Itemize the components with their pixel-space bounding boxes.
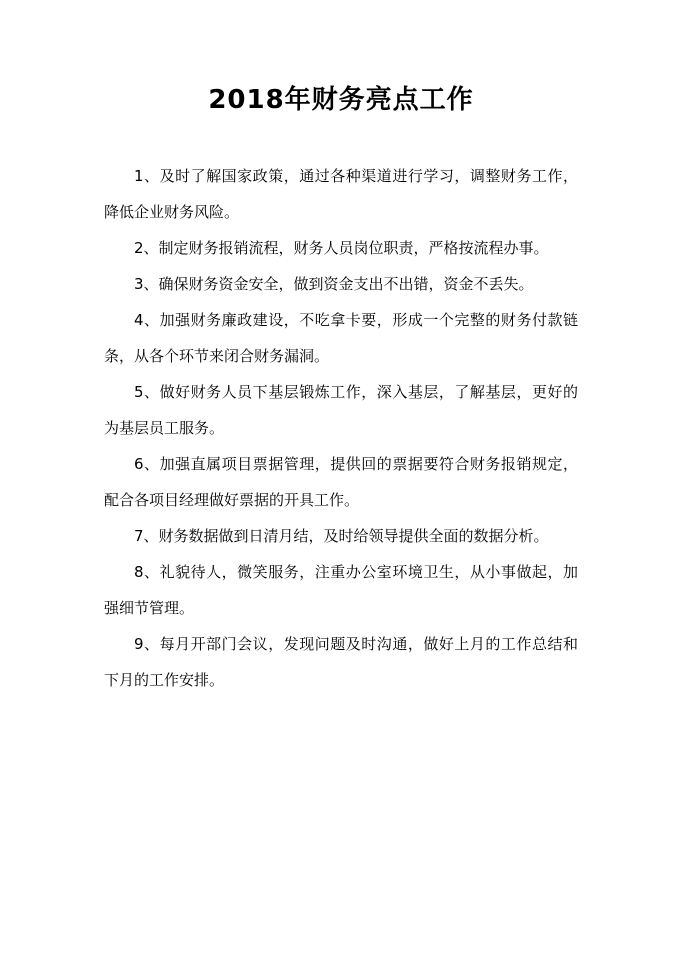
item-list (104, 158, 578, 698)
document-title: 2018年财务亮点工作 (208, 85, 474, 115)
list-item: 3、确保财务资金安全，做到资金支出不出错，资金不丢失。 (134, 275, 534, 293)
list-item: 9、每月开部门会议，发现问题及时沟通，做好上月的工作总结和下月的工作安排。 (104, 635, 578, 689)
list-item: 6、加强直属项目票据管理，提供回的票据要符合财务报销规定，配合各项目经理做好票据的开具工作。 (104, 455, 578, 509)
list-item: 5、做好财务人员下基层锻炼工作，深入基层，了解基层，更好的为基层员工服务。 (104, 383, 578, 437)
list-item: 8、礼貌待人，微笑服务，注重办公室环境卫生，从小事做起，加强细节管理。 (104, 563, 578, 617)
list-item: 1、及时了解国家政策，通过各种渠道进行学习，调整财务工作，降低企业财务风险。 (104, 167, 578, 221)
list-item: 7、财务数据做到日清月结，及时给领导提供全面的数据分析。 (134, 527, 549, 545)
list-item: 4、加强财务廉政建设，不吃拿卡要，形成一个完整的财务付款链条，从各个环节来闭合财务漏洞。 (104, 311, 578, 365)
list-item: 2、制定财务报销流程，财务人员岗位职责，严格按流程办事。 (134, 239, 549, 257)
